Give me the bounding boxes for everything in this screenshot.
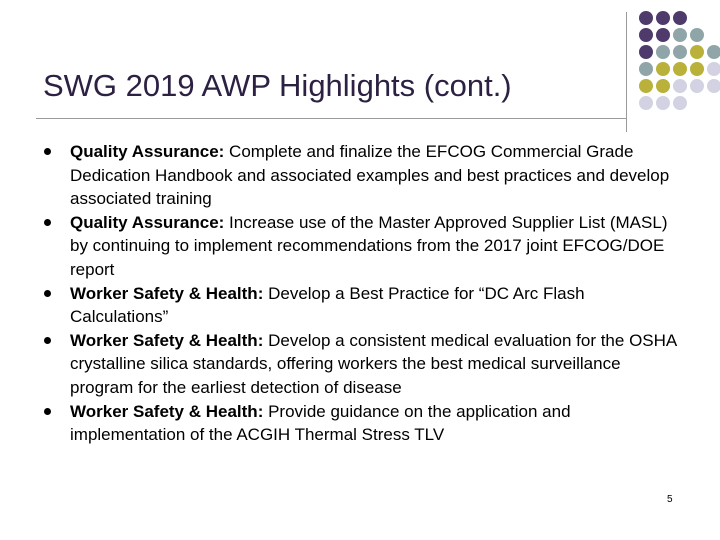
decorative-dot xyxy=(656,45,670,59)
decorative-dot xyxy=(656,79,670,93)
decorative-dot xyxy=(639,96,653,110)
bullet-marker xyxy=(44,219,51,226)
decorative-dot xyxy=(673,28,687,42)
decorative-dot xyxy=(639,28,653,42)
decorative-dot xyxy=(690,28,704,42)
bullet-marker xyxy=(44,148,51,155)
decorative-dot xyxy=(673,79,687,93)
bullet-list xyxy=(44,140,684,447)
decorative-dot xyxy=(656,62,670,76)
slide-title: SWG 2019 AWP Highlights (cont.) xyxy=(43,68,512,103)
bullet-marker xyxy=(44,337,51,344)
decorative-dot xyxy=(690,79,704,93)
decorative-dot xyxy=(690,45,704,59)
horizontal-divider xyxy=(36,118,626,119)
bullet-label: Worker Safety & Health: xyxy=(70,283,264,303)
bullet-label: Worker Safety & Health: xyxy=(70,401,264,421)
page-number: 5 xyxy=(667,494,673,505)
decorative-dot xyxy=(707,45,720,59)
bullet-text: Provide guidance on the application and implementation of the ACGIH Thermal Stress TLV xyxy=(70,401,571,445)
bullet-item xyxy=(44,211,684,282)
bullet-label: Worker Safety & Health: xyxy=(70,330,264,350)
bullet-label: Quality Assurance: xyxy=(70,142,225,161)
vertical-divider xyxy=(626,12,627,132)
decorative-dot xyxy=(656,28,670,42)
bullet-text: Develop a Best Practice for “DC Arc Flash Calculations” xyxy=(70,283,585,327)
bullet-text: Develop a consistent medical evaluation for the OSHA crystalline silica standards, offering workers the best medical surveillance program for the earliest detection of disease xyxy=(70,330,677,397)
bullet-text: Complete and finalize the EFCOG Commercial Grade Dedication Handbook and associated examples and best practices and develop associated training xyxy=(70,142,670,209)
decorative-dot xyxy=(707,62,720,76)
decorative-dot xyxy=(690,62,704,76)
bullet-marker xyxy=(44,290,51,297)
decorative-dot xyxy=(673,96,687,110)
decorative-dot xyxy=(656,11,670,25)
bullet-label: Quality Assurance: xyxy=(70,212,225,232)
decorative-dot xyxy=(639,62,653,76)
bullet-marker xyxy=(44,408,51,415)
decorative-dot xyxy=(673,45,687,59)
decorative-dot xyxy=(639,79,653,93)
bullet-item xyxy=(44,329,684,400)
bullet-text: Increase use of the Master Approved Supplier List (MASL) by continuing to implement recommendations from the 2017 joint EFCOG/DOE report xyxy=(70,212,668,279)
decorative-dot xyxy=(707,79,720,93)
decorative-dot xyxy=(673,11,687,25)
decorative-dot xyxy=(673,62,687,76)
decorative-dot xyxy=(639,11,653,25)
bullet-item xyxy=(44,400,684,447)
bullet-item xyxy=(44,140,684,211)
bullet-item xyxy=(44,282,684,329)
decorative-dot xyxy=(656,96,670,110)
decorative-dot xyxy=(639,45,653,59)
